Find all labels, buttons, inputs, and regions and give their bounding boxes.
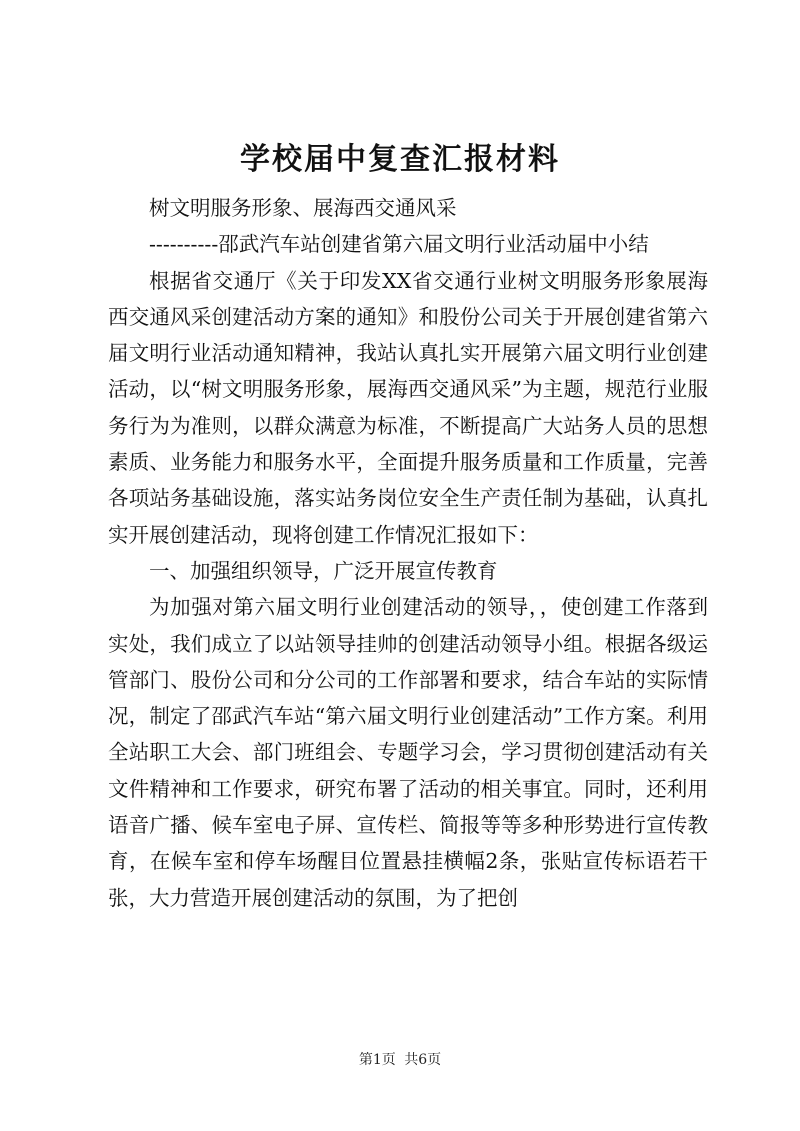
page-number: 第1页 bbox=[358, 1052, 396, 1068]
page-total: 共6页 bbox=[404, 1052, 442, 1068]
document-subtitle: 树文明服务形象、展海西交通风采 bbox=[149, 196, 457, 220]
page-footer bbox=[0, 1050, 800, 1070]
section-heading: 一、加强组织领导，广泛开展宣传教育 bbox=[149, 558, 498, 583]
intro-paragraph: 根据省交通厅《关于印发XX省交通行业树文明服务形象展海西交通风采创建活动方案的通知》和股份公司关于开展创建省第六届文明行业活动通知精神，我站认真扎实开展第六届文明行业创建活动，以“树文明服务形象，展海西交通风采”为主题，规范行业服务行为为准则，以群众满意为标准，不断提高广大站务人员的思想素质、业务能力和服务水平，全面提升服务质量和工作质量，完善各项站务基础设施，落实站务岗位安全生产责任制为基础，认真扎实开展创建活动，现将创建工作情况汇报如下： bbox=[108, 268, 708, 547]
document-byline: ----------邵武汽车站创建省第六届文明行业活动届中小结 bbox=[149, 232, 649, 257]
section-paragraph: 为加强对第六届文明行业创建活动的领导，，使创建工作落到实处，我们成立了以站领导挂帅的创建活动领导小组。根据各级运管部门、股份公司和分公司的工作部署和要求，结合车站的实际情况，制定了邵武汽车站“第六届文明行业创建活动”工作方案。利用全站职工大会、部门班组会、专题学习会，学习贯彻创建活动有关文件精神和工作要求，研究布署了活动的相关事宜。同时，还利用语音广播、候车室电子屏、宣传栏、简报等等多种形势进行宣传教育，在候车室和停车场醒目位置悬挂横幅2条，张贴宣传标语若干张，大力营造开展创建活动的氛围，为了把创 bbox=[108, 595, 708, 910]
document-title: 学校届中复查汇报材料 bbox=[240, 142, 560, 177]
document-body bbox=[108, 190, 708, 916]
